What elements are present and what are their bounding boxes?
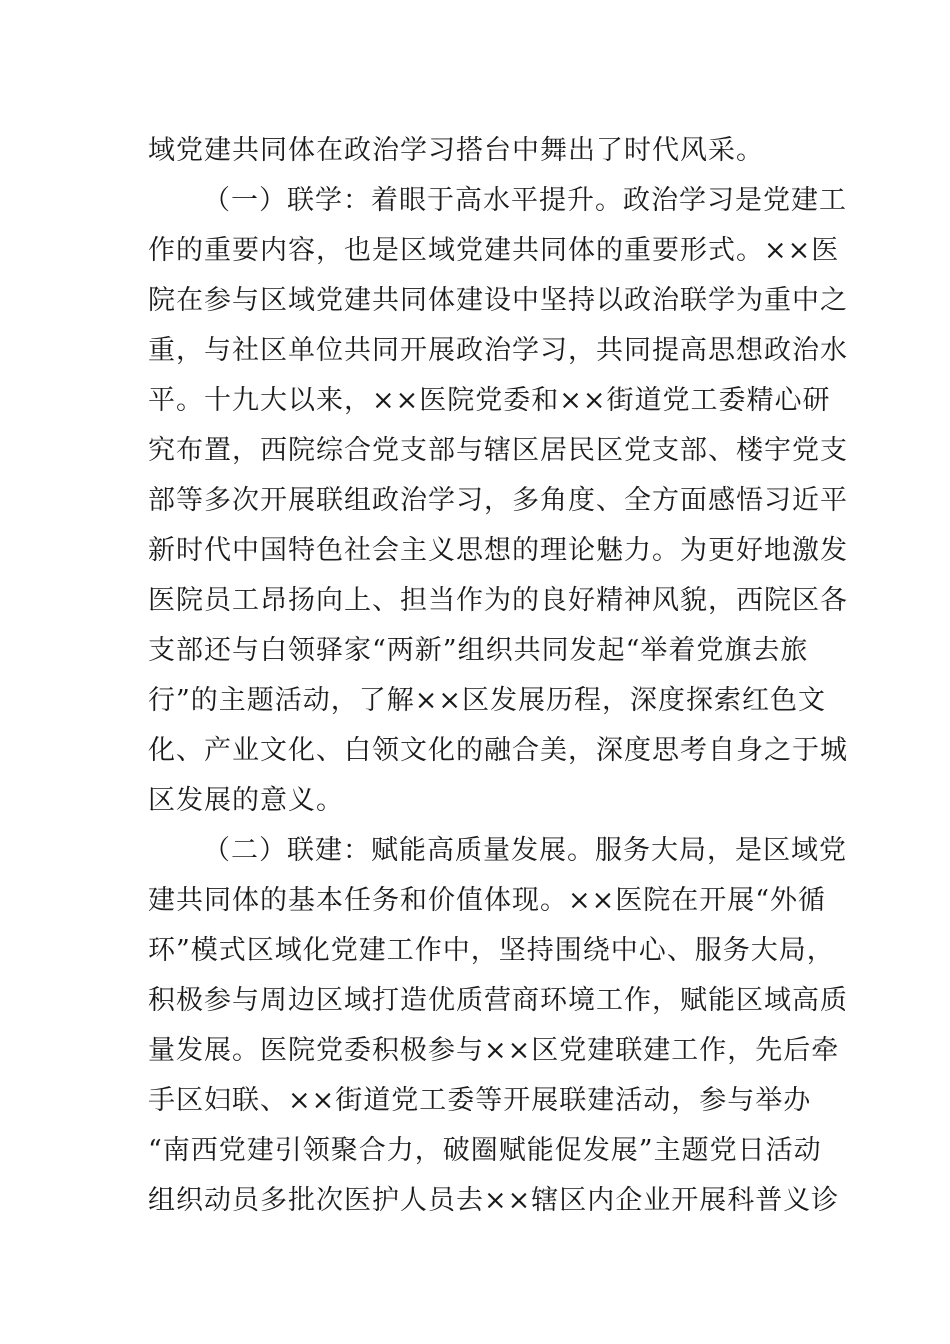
section-heading-line: （一）联学：着眼于高水平提升。政治学习是党建工 bbox=[203, 185, 847, 216]
text-line: 究布置，西院综合党支部与辖区居民区党支部、楼宇党支 bbox=[148, 435, 848, 466]
text-line: “南西党建引领聚合力，破圈赋能促发展”主题党日活动 bbox=[148, 1135, 822, 1166]
text-line: 建共同体的基本任务和价值体现。××医院在开展“外循 bbox=[148, 885, 827, 916]
text-line: 医院员工昂扬向上、担当作为的良好精神风貌，西院区各 bbox=[148, 585, 848, 616]
text-line: 新时代中国特色社会主义思想的理论魅力。为更好地激发 bbox=[148, 535, 848, 566]
text-line: 环”模式区域化党建工作中，坚持围绕中心、服务大局， bbox=[148, 935, 835, 966]
text-line: 积极参与周边区域打造优质营商环境工作，赋能区域高质 bbox=[148, 985, 848, 1016]
text-line: 化、产业文化、白领文化的融合美，深度思考自身之于城 bbox=[148, 735, 848, 766]
text-line: 组织动员多批次医护人员去××辖区内企业开展科普义诊 bbox=[148, 1185, 840, 1216]
text-line: 院在参与区域党建共同体建设中坚持以政治联学为重中之 bbox=[148, 285, 848, 316]
text-line: 部等多次开展联组政治学习，多角度、全方面感悟习近平 bbox=[148, 485, 848, 516]
text-line: 域党建共同体在政治学习搭台中舞出了时代风采。 bbox=[148, 135, 764, 166]
section-heading-line: （二）联建：赋能高质量发展。服务大局，是区域党 bbox=[203, 835, 847, 866]
text-line: 量发展。医院党委积极参与××区党建联建工作，先后牵 bbox=[148, 1035, 840, 1066]
text-line: 手区妇联、××街道党工委等开展联建活动，参与举办 bbox=[148, 1085, 812, 1116]
text-line: 作的重要内容，也是区域党建共同体的重要形式。××医 bbox=[148, 235, 840, 266]
text-line: 平。十九大以来，××医院党委和××街道党工委精心研 bbox=[148, 385, 831, 416]
text-line: 支部还与白领驿家“两新”组织共同发起“举着党旗去旅 bbox=[148, 635, 809, 666]
text-line: 区发展的意义。 bbox=[148, 785, 344, 816]
text-line: 行”的主题活动，了解××区发展历程，深度探索红色文 bbox=[148, 685, 827, 716]
text-line: 重，与社区单位共同开展政治学习，共同提高思想政治水 bbox=[148, 335, 848, 366]
